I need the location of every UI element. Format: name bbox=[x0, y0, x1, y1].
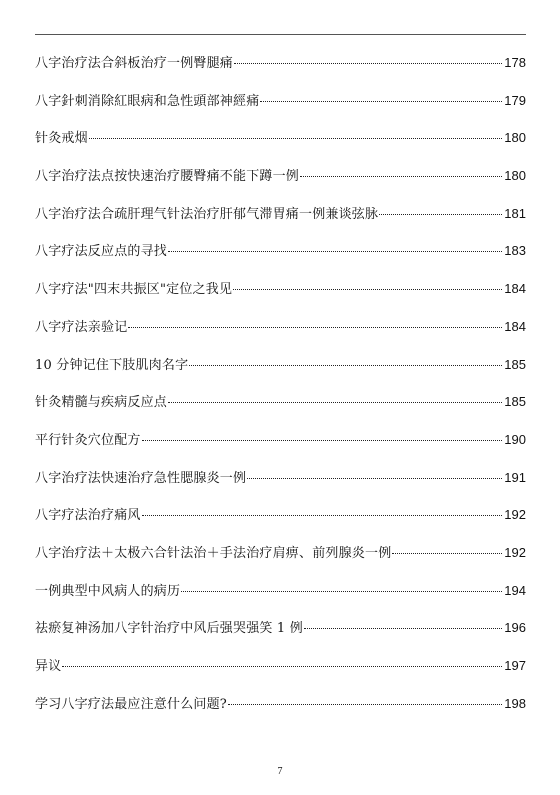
toc-entry-page: 179 bbox=[504, 92, 526, 108]
toc-entry-page: 185 bbox=[504, 356, 526, 372]
toc-dot-leader bbox=[304, 628, 502, 629]
toc-entry[interactable] bbox=[35, 128, 526, 166]
toc-dot-leader bbox=[181, 591, 502, 592]
toc-entry-title: 八字疗法反应点的寻找 bbox=[35, 244, 168, 260]
page-number: 7 bbox=[277, 766, 283, 777]
toc-entry-title: 平行针灸穴位配方 bbox=[35, 432, 141, 448]
toc-entry[interactable] bbox=[35, 317, 526, 355]
toc-dot-leader bbox=[142, 515, 503, 516]
toc-entry-title: 异议 bbox=[35, 659, 62, 674]
toc-entry-page: 191 bbox=[504, 469, 526, 485]
toc-entry-title: 八字治疗法点按快速治疗腰臀痛不能下蹲一例 bbox=[35, 169, 300, 185]
toc-entry-page: 183 bbox=[504, 243, 526, 259]
toc-dot-leader bbox=[128, 327, 502, 328]
toc-entry-title: 八字針刺消除紅眼病和急性頭部神經痛 bbox=[35, 93, 260, 109]
toc-entry[interactable] bbox=[35, 694, 526, 732]
toc-dot-leader bbox=[233, 289, 502, 290]
toc-entry-page: 184 bbox=[504, 318, 526, 334]
toc-entry[interactable] bbox=[35, 581, 526, 619]
header-rule bbox=[35, 34, 526, 35]
toc-entry[interactable] bbox=[35, 656, 526, 694]
toc-dot-leader bbox=[392, 553, 502, 554]
toc-entry[interactable] bbox=[35, 91, 526, 129]
toc-entry-page: 190 bbox=[504, 431, 526, 447]
toc-entry-page: 198 bbox=[504, 695, 526, 711]
toc-entry-page: 180 bbox=[504, 168, 526, 184]
toc-dot-leader bbox=[228, 704, 502, 705]
toc-entry-title: 八字疗法"四末共振区"定位之我见 bbox=[35, 282, 233, 298]
toc-entry-title: 八字治疗法＋太极六合针法治＋手法治疗肩痹、前列腺炎一例 bbox=[35, 545, 392, 561]
toc-dot-leader bbox=[142, 440, 503, 441]
toc-dot-leader bbox=[62, 666, 502, 667]
toc-entry[interactable] bbox=[35, 392, 526, 430]
toc-entry[interactable] bbox=[35, 505, 526, 543]
toc-entry-title: 学习八字疗法最应注意什么问题? bbox=[35, 696, 227, 712]
toc-dot-leader bbox=[89, 138, 502, 139]
toc-dot-leader bbox=[260, 101, 502, 102]
toc-entry[interactable] bbox=[35, 430, 526, 468]
toc-dot-leader bbox=[247, 478, 502, 479]
toc-entry-title: 八字疗法治疗痛风 bbox=[35, 508, 141, 524]
toc-entry-title: 针灸戒烟 bbox=[35, 131, 88, 147]
toc-entry[interactable] bbox=[35, 468, 526, 506]
toc-entry-page: 196 bbox=[504, 620, 526, 636]
toc-entry-page: 180 bbox=[504, 130, 526, 146]
toc-entry-page: 197 bbox=[504, 658, 526, 673]
toc-entry[interactable] bbox=[35, 618, 526, 656]
toc-entry[interactable] bbox=[35, 241, 526, 279]
toc-entry-title: 八字治疗法合斜板治疗一例臀腿痛 bbox=[35, 56, 234, 71]
toc-entry-title: 祛瘀复神汤加八字针治疗中风后强哭强笑 1 例 bbox=[35, 621, 303, 637]
toc-entry-title: 10 分钟记住下肢肌肉名字 bbox=[35, 357, 189, 373]
toc-dot-leader bbox=[168, 402, 502, 403]
toc-entry[interactable] bbox=[35, 279, 526, 317]
toc-dot-leader bbox=[168, 251, 502, 252]
toc-entry[interactable] bbox=[35, 543, 526, 581]
toc-entry-title: 八字治疗法快速治疗急性腮腺炎一例 bbox=[35, 470, 247, 486]
toc-entry[interactable] bbox=[35, 204, 526, 242]
toc-entry-page: 192 bbox=[504, 544, 526, 560]
toc-entry[interactable] bbox=[35, 53, 526, 91]
toc-entry-page: 192 bbox=[504, 507, 526, 523]
toc-dot-leader bbox=[379, 214, 502, 215]
toc-entry-page: 194 bbox=[504, 582, 526, 598]
toc-entry-page: 184 bbox=[504, 281, 526, 297]
toc-entry-page: 178 bbox=[504, 55, 526, 70]
toc-entry[interactable] bbox=[35, 166, 526, 204]
toc-dot-leader bbox=[189, 365, 502, 366]
toc-entry[interactable] bbox=[35, 355, 526, 393]
toc-entry-title: 针灸精髓与疾病反应点 bbox=[35, 395, 168, 411]
toc-entry-page: 185 bbox=[504, 394, 526, 410]
table-of-contents bbox=[35, 53, 526, 731]
toc-dot-leader bbox=[300, 176, 502, 177]
toc-entry-page: 181 bbox=[504, 205, 526, 221]
toc-entry-title: 八字疗法亲验记 bbox=[35, 319, 128, 335]
toc-entry-title: 一例典型中风病人的病历 bbox=[35, 583, 181, 599]
toc-dot-leader bbox=[234, 63, 502, 64]
toc-entry-title: 八字治疗法合疏肝理气针法治疗肝郁气滞胃痛一例兼谈弦脉 bbox=[35, 206, 379, 222]
